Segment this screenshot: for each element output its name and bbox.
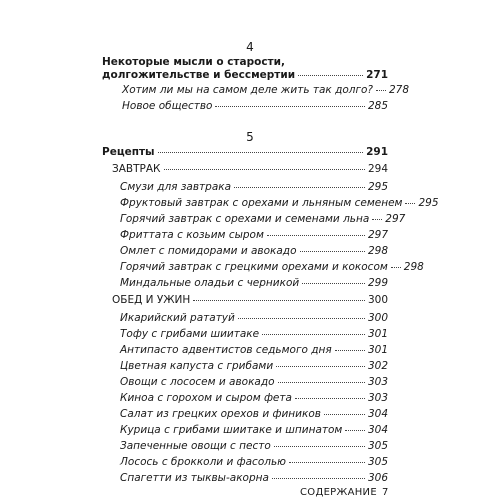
toc-entry[interactable] — [120, 229, 388, 242]
toc-entry-page: 298 — [367, 245, 388, 257]
toc-entry[interactable] — [120, 197, 439, 210]
dot-leader — [272, 478, 365, 479]
subsection-label: ОБЕД И УЖИН — [112, 294, 191, 306]
chapter-number-4: 4 — [246, 40, 254, 54]
toc-entry-page: 306 — [367, 472, 388, 484]
toc-entry-label: Фруктовый завтрак с орехами и льняным семенем — [120, 197, 403, 209]
toc-entry-page: 303 — [367, 392, 388, 404]
chapter-4-title-line1: Некоторые мысли о старости, — [102, 56, 285, 68]
toc-entry-label: Омлет с помидорами и авокадо — [120, 245, 297, 257]
toc-entry[interactable] — [120, 472, 388, 485]
toc-entry-page: 303 — [367, 376, 388, 388]
dot-leader — [289, 462, 365, 463]
dot-leader — [234, 187, 365, 188]
chapter-4-title-entry[interactable] — [102, 69, 388, 82]
dot-leader — [276, 366, 365, 367]
toc-entry[interactable] — [120, 277, 388, 290]
toc-entry[interactable] — [120, 181, 388, 194]
toc-entry[interactable] — [120, 360, 388, 373]
toc-entry[interactable] — [120, 344, 388, 357]
toc-entry[interactable] — [120, 213, 406, 226]
toc-entry[interactable] — [120, 245, 388, 258]
toc-entry-page: 298 — [403, 261, 424, 273]
toc-entry-page: 300 — [367, 312, 388, 324]
toc-entry-page: 301 — [367, 328, 388, 340]
toc-entry[interactable] — [120, 440, 388, 453]
toc-entry-label: Спагетти из тыквы-акорна — [120, 472, 269, 484]
dot-leader — [267, 235, 365, 236]
toc-entry-label: Овощи с лососем и авокадо — [120, 376, 275, 388]
dot-leader — [158, 152, 364, 153]
toc-entry-label: Смузи для завтрака — [120, 181, 232, 193]
subsection-dinner[interactable] — [112, 294, 388, 307]
toc-entry-label: Киноа с горохом и сыром фета — [120, 392, 292, 404]
toc-entry[interactable] — [120, 312, 388, 325]
dot-leader — [295, 398, 365, 399]
toc-entry-page: 297 — [385, 213, 406, 225]
dot-leader — [215, 106, 364, 107]
toc-entry[interactable] — [120, 392, 388, 405]
toc-entry[interactable] — [120, 376, 388, 389]
toc-entry-label: Салат из грецких орехов и фиников — [120, 408, 321, 420]
subsection-page: 294 — [367, 163, 388, 175]
dot-leader — [238, 318, 365, 319]
subsection-label: ЗАВТРАК — [112, 163, 161, 175]
dot-leader — [274, 446, 365, 447]
toc-entry-label: Фриттата с козьим сыром — [120, 229, 264, 241]
toc-entry-page: 305 — [367, 456, 388, 468]
toc-entry[interactable] — [120, 424, 388, 437]
toc-entry-page: 301 — [367, 344, 388, 356]
dot-leader — [298, 75, 363, 76]
toc-entry-page: 299 — [367, 277, 388, 289]
toc-entry[interactable] — [120, 408, 388, 421]
dot-leader — [262, 334, 365, 335]
toc-entry-page: 297 — [367, 229, 388, 241]
dot-leader — [278, 382, 365, 383]
dot-leader — [391, 267, 401, 268]
chapter-4-page: 271 — [366, 69, 388, 81]
toc-entry-label: Хотим ли мы на самом деле жить так долго? — [122, 84, 373, 96]
toc-entry-label: Новое общество — [122, 100, 213, 112]
subsection-page: 300 — [367, 294, 388, 306]
dot-leader — [372, 219, 382, 220]
dot-leader — [376, 90, 386, 91]
toc-entry[interactable] — [120, 456, 388, 469]
dot-leader — [405, 203, 415, 204]
chapter-number-5: 5 — [246, 130, 254, 144]
running-footer-section: СОДЕРЖАНИЕ — [300, 487, 377, 498]
toc-entry-page: 305 — [367, 440, 388, 452]
chapter-5-title: Рецепты — [102, 146, 155, 158]
toc-entry[interactable] — [120, 328, 388, 341]
dot-leader — [300, 251, 365, 252]
chapter-4-title-line2: долгожительстве и бессмертии — [102, 69, 296, 81]
chapter-5-title-entry[interactable] — [102, 146, 388, 159]
toc-entry-page: 295 — [418, 197, 439, 209]
toc-entry-page: 304 — [367, 408, 388, 420]
dot-leader — [164, 169, 365, 170]
toc-entry-page: 285 — [367, 100, 388, 112]
toc-entry-page: 304 — [367, 424, 388, 436]
toc-entry-label: Антипасто адвентистов седьмого дня — [120, 344, 332, 356]
page-number: 7 — [382, 487, 389, 498]
toc-entry[interactable] — [122, 84, 410, 97]
dot-leader — [302, 283, 365, 284]
dot-leader — [335, 350, 365, 351]
dot-leader — [193, 300, 365, 301]
dot-leader — [345, 430, 365, 431]
toc-entry-label: Цветная капуста с грибами — [120, 360, 274, 372]
toc-entry[interactable] — [120, 261, 424, 274]
toc-entry-label: Запеченные овощи с песто — [120, 440, 271, 452]
toc-entry-label: Курица с грибами шиитаке и шпинатом — [120, 424, 343, 436]
subsection-breakfast[interactable] — [112, 163, 388, 176]
toc-entry-label: Лосось с брокколи и фасолью — [120, 456, 286, 468]
toc-entry-page: 302 — [367, 360, 388, 372]
dot-leader — [324, 414, 365, 415]
toc-entry-label: Икарийский рататуй — [120, 312, 235, 324]
toc-entry-page: 295 — [367, 181, 388, 193]
toc-entry-label: Горячий завтрак с грецкими орехами и кокосом — [120, 261, 388, 273]
toc-entry-label: Миндальные оладьи с черникой — [120, 277, 300, 289]
toc-entry-label: Тофу с грибами шиитаке — [120, 328, 260, 340]
toc-entry-label: Горячий завтрак с орехами и семенами льна — [120, 213, 370, 225]
toc-entry[interactable] — [122, 100, 388, 113]
toc-entry-page: 278 — [388, 84, 410, 96]
chapter-5-page: 291 — [366, 146, 388, 158]
